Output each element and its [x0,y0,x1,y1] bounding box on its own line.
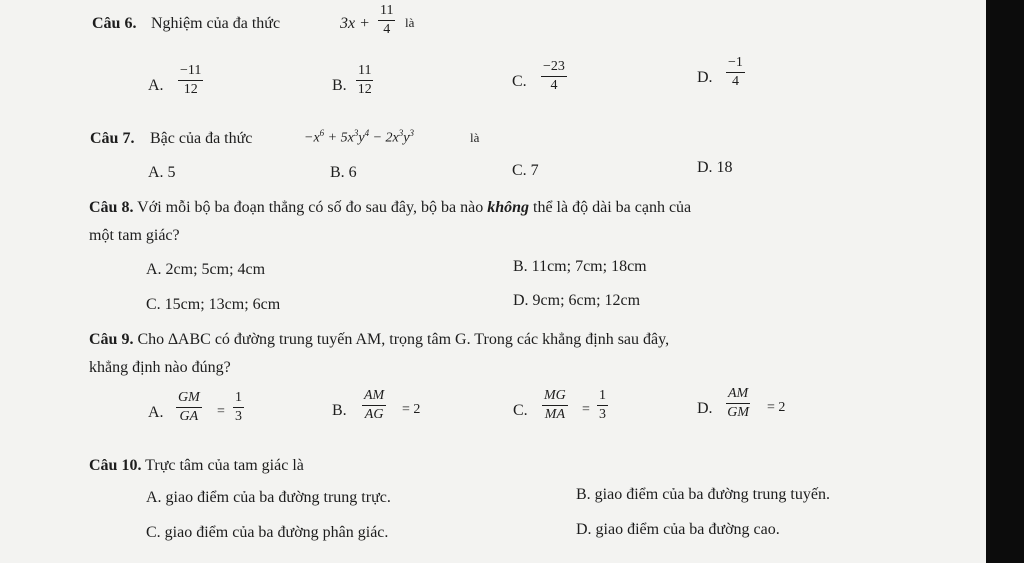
q8-option-c: C. 15cm; 13cm; 6cm [146,296,281,313]
q10-question: Câu 10. Trực tâm của tam giác là [89,457,304,474]
q7-suffix: là [470,130,480,145]
q9-option-c-equals: = [582,402,590,417]
q9-question-line-1: Câu 9. Cho ∆ABC có đường trung tuyến AM, trọng tâm G. Trong các khẳng định sau đây, [89,331,670,348]
q9-option-c-fraction: $\frac{MG}{MA}$ [544,388,566,422]
q8-question-line-1: Câu 8. Với mỗi bộ ba đoạn thẳng có số đo sau đây, bộ ba nào không thể là độ dài ba cạnh của [89,199,692,216]
q10-option-c: C. giao điểm của ba đường phân giác. [146,524,389,541]
q7-label: Câu 7. [90,130,135,147]
q6-expr: 3x + [340,15,370,32]
q9-option-d-letter: D. [697,400,713,417]
q10-option-b: B. giao điểm của ba đường trung tuyến. [576,486,830,503]
q7-expression: $-x^6 + 5x^3y^4 - 2x^3y^3$ [304,128,414,146]
q10-option-d: D. giao điểm của ba đường cao. [576,521,780,538]
right-dark-border [986,0,1024,563]
q9-option-d-equals: = 2 [767,400,786,415]
q6-fraction: $\frac{11}{4}$ [380,3,394,37]
q7-text: Bậc của đa thức [150,130,253,147]
q6-suffix: là [405,15,415,30]
q9-option-a-rhs: $\frac{1}{3}$ [235,390,242,424]
q7-option-d: D. 18 [697,159,733,176]
q6-option-d-fraction: $\frac{-1}{4}$ [728,55,743,89]
q9-option-c-letter: C. [513,402,528,419]
q6-option-d-letter: D. [697,69,713,86]
q7-option-c: C. 7 [512,162,539,179]
q9-option-a-equals: = [217,404,225,419]
q9-question-line-2: khẳng định nào đúng? [89,359,231,376]
q6-label: Câu 6. [92,15,137,32]
q6-option-a-fraction: $\frac{-11}{12}$ [180,63,202,97]
q9-option-c-rhs: $\frac{1}{3}$ [599,388,606,422]
q9-option-b-letter: B. [332,402,347,419]
q6-option-c-fraction: $\frac{-23}{4}$ [543,59,565,93]
q9-option-b-equals: = 2 [402,402,421,417]
q6-option-b-fraction: $\frac{11}{12}$ [357,63,372,97]
q6-option-c-letter: C. [512,73,527,90]
q8-option-d: D. 9cm; 6cm; 12cm [513,292,641,309]
q9-option-b-fraction: $\frac{AM}{AG}$ [364,388,385,422]
q9-option-a-fraction: $\frac{GM}{GA}$ [178,390,200,424]
q6-option-a-letter: A. [148,77,164,94]
q8-option-b: B. 11cm; 7cm; 18cm [513,258,647,275]
q6-text: Nghiệm của đa thức [151,15,281,32]
q7-option-a: A. 5 [148,164,176,181]
q10-option-a: A. giao điểm của ba đường trung trực. [146,489,391,506]
q8-option-a: A. 2cm; 5cm; 4cm [146,261,266,278]
q6-option-b-letter: B. [332,77,347,94]
q9-option-a-letter: A. [148,404,164,421]
q7-option-b: B. 6 [330,164,357,181]
q8-question-line-2: một tam giác? [89,227,180,244]
q9-option-d-fraction: $\frac{AM}{GM}$ [727,386,749,420]
